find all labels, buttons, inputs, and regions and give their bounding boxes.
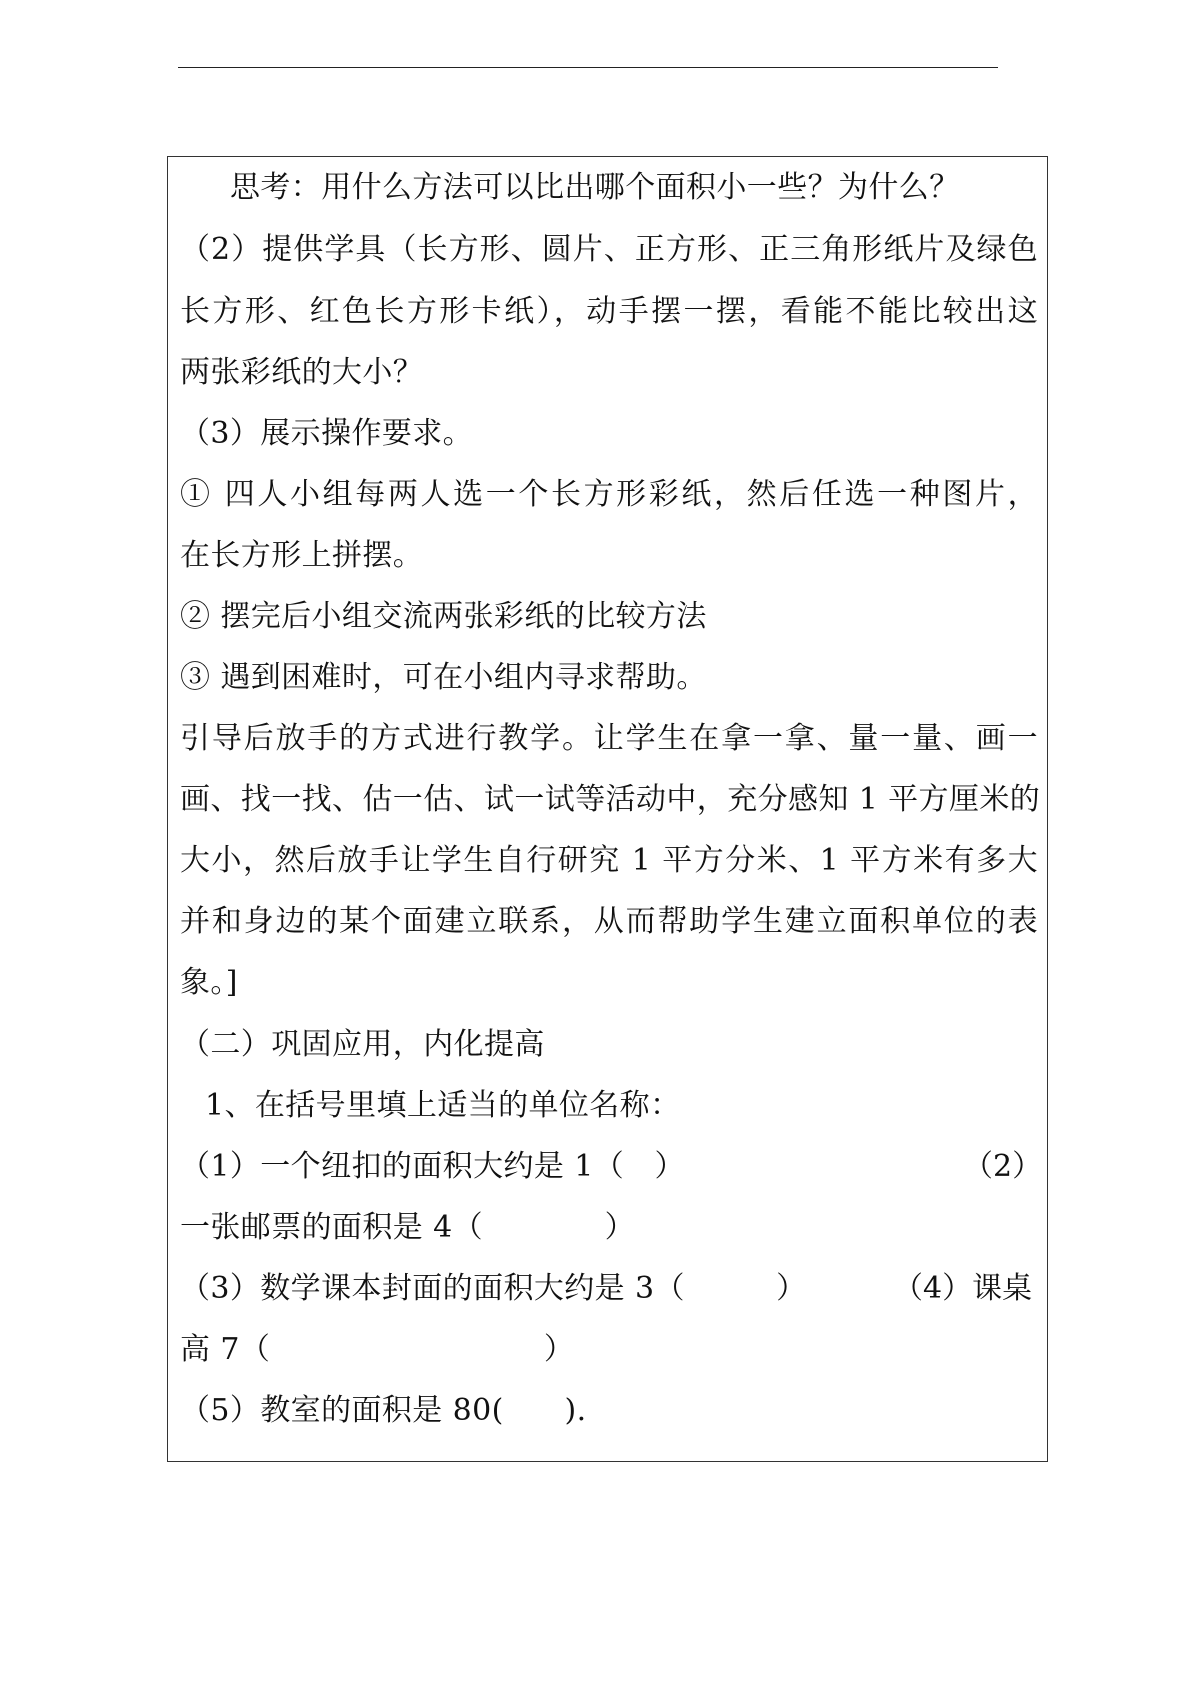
text-line-question-4-start: （4）课桌 <box>893 1271 1033 1306</box>
text-line-materials-1: （2）提供学具（长方形、圆片、正方形、正三角形纸片及绿色 <box>180 232 1038 267</box>
text-line-materials-3: 两张彩纸的大小？ <box>180 355 424 390</box>
text-line-question-5: （5）教室的面积是 80( ). <box>180 1393 587 1428</box>
text-line-section-heading: （二）巩固应用，内化提高 <box>180 1027 545 1062</box>
text-line-question-2: 一张邮票的面积是 4（ ） <box>180 1210 636 1245</box>
text-line-guide-3: 大小，然后放手让学生自行研究 1 平方分米、1 平方米有多大 <box>180 843 1038 878</box>
text-line-requirements-heading: （3）展示操作要求。 <box>180 416 474 451</box>
text-line-step-3: ③ 遇到困难时，可在小组内寻求帮助。 <box>180 660 707 695</box>
text-line-question-1: （1）一个纽扣的面积大约是 1（ ） <box>180 1149 685 1184</box>
text-line-guide-1: 引导后放手的方式进行教学。让学生在拿一拿、量一量、画一 <box>180 721 1038 756</box>
text-line-question-4: 高 7（ ） <box>180 1332 575 1367</box>
text-line-question-3: （3）数学课本封面的面积大约是 3（ ） <box>180 1271 807 1306</box>
text-line-think: 思考：用什么方法可以比出哪个面积小一些？为什么？ <box>230 170 960 205</box>
text-line-step-1a: ① 四人小组每两人选一个长方形彩纸，然后任选一种图片， <box>180 477 1038 512</box>
text-line-materials-2: 长方形、红色长方形卡纸），动手摆一摆，看能不能比较出这 <box>180 294 1038 329</box>
text-line-exercise-intro: 1、在括号里填上适当的单位名称： <box>205 1088 681 1123</box>
text-line-step-1b: 在长方形上拼摆。 <box>180 538 424 573</box>
text-line-guide-5: 象。] <box>180 965 238 1000</box>
header-rule <box>178 67 998 68</box>
text-line-step-2: ② 摆完后小组交流两张彩纸的比较方法 <box>180 599 707 634</box>
text-line-question-2-number: （2） <box>963 1149 1043 1184</box>
text-line-guide-2: 画、找一找、估一估、试一试等活动中，充分感知 1 平方厘米的 <box>180 782 1041 817</box>
text-line-guide-4: 并和身边的某个面建立联系，从而帮助学生建立面积单位的表 <box>180 904 1038 939</box>
